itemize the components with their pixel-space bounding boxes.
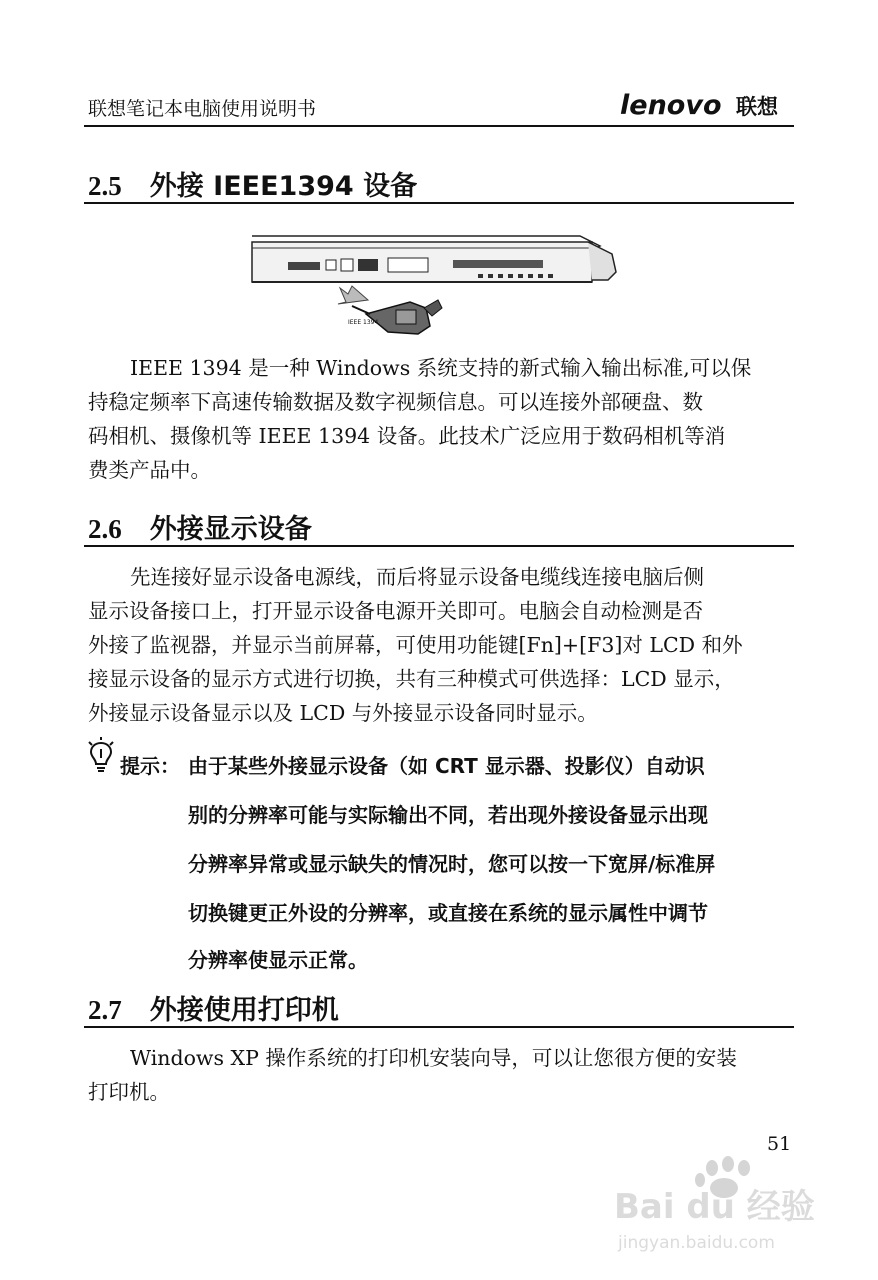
section-title: 外接使用打印机 — [149, 995, 339, 1026]
paragraph-display — [88, 560, 791, 730]
baidu-jingyan-watermark — [612, 1150, 827, 1260]
section-title: 外接显示设备 — [149, 514, 312, 545]
paragraph-line: 外接了监视器，并显示当前屏幕，可使用功能键[Fn]+[F3]对 LCD 和外 — [88, 633, 743, 657]
section-heading-2-5 — [88, 164, 417, 203]
tip-text-line: 切换键更正外设的分辨率，或直接在系统的显示属性中调节 — [188, 901, 708, 925]
section-heading-2-6 — [88, 507, 312, 546]
watermark-brand: Bai du 经验 — [614, 1187, 815, 1227]
section-number: 2.5 — [88, 171, 122, 201]
section-divider — [84, 545, 794, 547]
page-number: 51 — [767, 1133, 792, 1155]
paragraph-line: 外接显示设备显示以及 LCD 与外接显示设备同时显示。 — [88, 701, 598, 725]
paragraph-printer — [88, 1041, 791, 1109]
tip-text-line: 别的分辨率可能与实际输出不同，若出现外接设备显示出现 — [188, 803, 708, 827]
ieee1394-figure — [248, 228, 628, 340]
section-heading-2-7 — [88, 988, 339, 1027]
section-divider — [84, 1026, 794, 1028]
svg-text:联想: 联想 — [736, 95, 778, 119]
lightbulb-icon — [86, 737, 116, 775]
tip-text-line: 分辨率使显示正常。 — [188, 948, 368, 972]
lenovo-logo — [620, 86, 795, 126]
paragraph-line: 接显示设备的显示方式进行切换，共有三种模式可供选择：LCD 显示， — [88, 667, 735, 691]
paragraph-line: 显示设备接口上，打开显示设备电源开关即可。电脑会自动检测是否 — [88, 599, 703, 623]
watermark-url: jingyan.baidu.com — [618, 1233, 775, 1253]
paragraph-line: IEEE 1394 是一种 Windows 系统支持的新式输入输出标准,可以保 — [130, 356, 752, 380]
figure-port-label: IEEE 1394 — [348, 319, 379, 326]
paragraph-line: 码相机、摄像机等 IEEE 1394 设备。此技术广泛应用于数码相机等消 — [88, 424, 726, 448]
tip-label: 提示： — [120, 754, 180, 778]
section-number: 2.6 — [88, 514, 122, 544]
header-divider — [84, 125, 794, 127]
paragraph-line: 先连接好显示设备电源线，而后将显示设备电缆线连接电脑后侧 — [130, 565, 704, 589]
paragraph-line: Windows XP 操作系统的打印机安装向导，可以让您很方便的安装 — [130, 1046, 737, 1070]
paragraph-line: 打印机。 — [88, 1080, 170, 1104]
tip-text-line: 由于某些外接显示设备（如 CRT 显示器、投影仪）自动识 — [188, 754, 705, 778]
svg-text:lenovo: lenovo — [620, 90, 722, 121]
paragraph-ieee1394 — [88, 351, 791, 487]
paragraph-line: 费类产品中。 — [88, 458, 211, 482]
section-number: 2.7 — [88, 995, 122, 1025]
section-title: 外接 IEEE1394 设备 — [149, 171, 418, 202]
paragraph-line: 持稳定频率下高速传输数据及数字视频信息。可以连接外部硬盘、数 — [88, 390, 703, 414]
section-divider — [84, 202, 794, 204]
running-header-title: 联想笔记本电脑使用说明书 — [88, 98, 317, 120]
tip-text-line: 分辨率异常或显示缺失的情况时，您可以按一下宽屏/标准屏 — [188, 852, 716, 876]
